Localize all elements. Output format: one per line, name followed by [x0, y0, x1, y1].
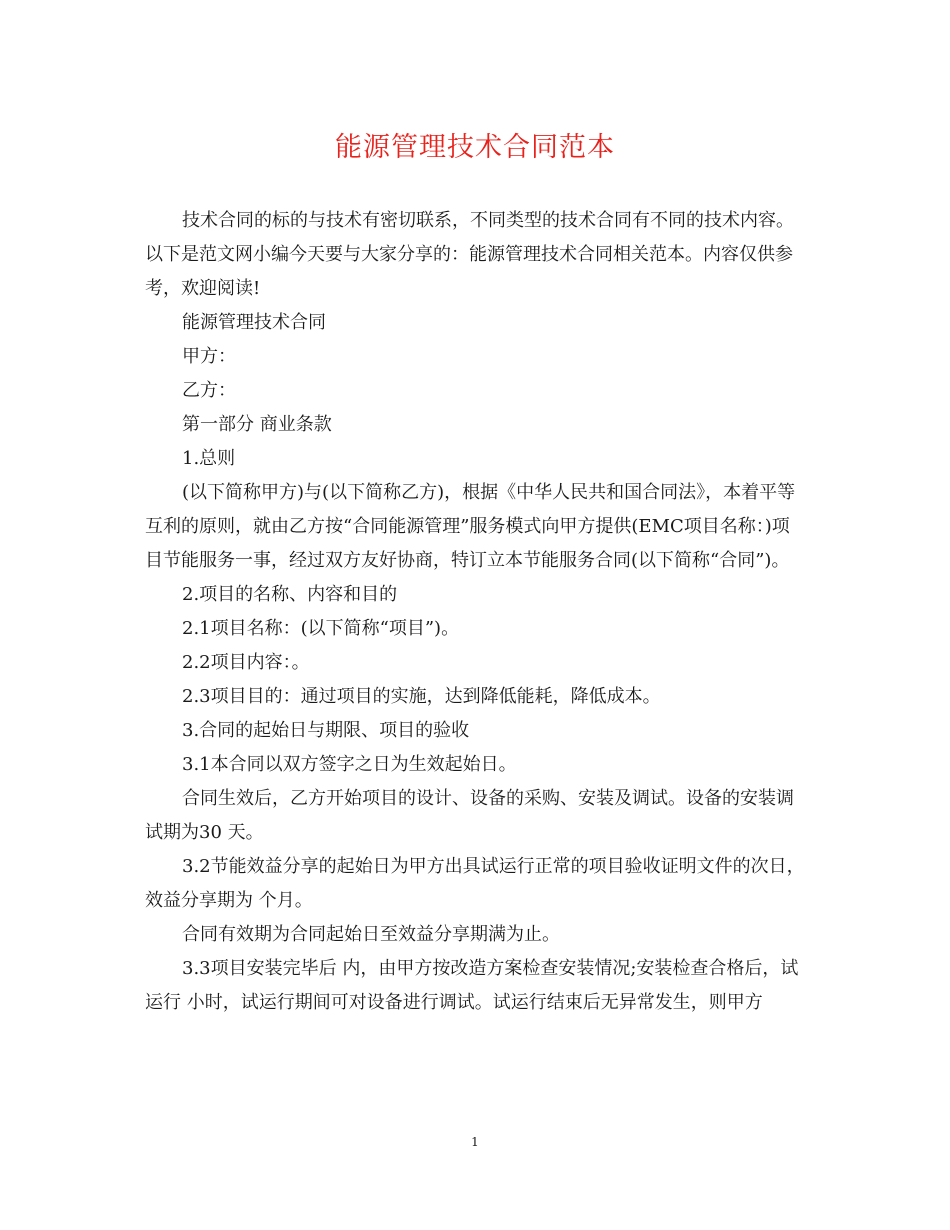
section-heading: 第一部分 商业条款	[182, 414, 332, 435]
contract-heading: 能源管理技术合同	[182, 312, 326, 333]
clause-paragraph: 合同有效期为合同起始日至效益分享期满为止。	[182, 924, 560, 945]
clause-heading: 2.项目的名称、内容和目的	[182, 584, 398, 605]
clause-heading: 3.合同的起始日与期限、项目的验收	[182, 720, 470, 741]
party-a-line: 甲方：	[182, 346, 236, 367]
clause-heading: 1.总则	[182, 448, 236, 469]
intro-paragraph: 技术合同的标的与技术有密切联系，不同类型的技术合同有不同的技术内容。以下是范文网小编今天要与大家分享的：能源管理技术合同相关范本。内容仅供参考，欢迎阅读!	[145, 210, 794, 299]
clause-paragraph: 合同生效后，乙方开始项目的设计、设备的采购、安装及调试。设备的安装调试期为30 天。	[145, 788, 794, 843]
clause-paragraph: 2.1项目名称：(以下简称“项目”)。	[182, 618, 460, 639]
clause-paragraph: 3.3项目安装完毕后 内，由甲方按改造方案检查安装情况;安装检查合格后，试运行 小时，试运行期间可对设备进行调试。试运行结束后无异常发生，则甲方	[145, 958, 799, 1013]
clause-paragraph: (以下简称甲方)与(以下简称乙方)，根据《中华人民共和国合同法》，本着平等互利的原则，就由乙方按“合同能源管理”服务模式向甲方提供(EMC项目名称：)项目节能服务一事，经过双方友好协商，特订立本节能服务合同(以下简称“合同”)。	[145, 482, 796, 571]
clause-paragraph: 3.1本合同以双方签字之日为生效起始日。	[182, 754, 517, 775]
clause-paragraph: 2.2项目内容：。	[182, 652, 310, 673]
clause-paragraph: 3.2节能效益分享的起始日为甲方出具试运行正常的项目验收证明文件的次日，效益分享期为 个月。	[145, 856, 805, 911]
document-body	[145, 204, 805, 1020]
clause-paragraph: 2.3项目目的：通过项目的实施，达到降低能耗，降低成本。	[182, 686, 661, 707]
document-title: 能源管理技术合同范本	[335, 132, 615, 163]
page-number: 1	[471, 1135, 479, 1149]
party-b-line: 乙方：	[182, 380, 236, 401]
